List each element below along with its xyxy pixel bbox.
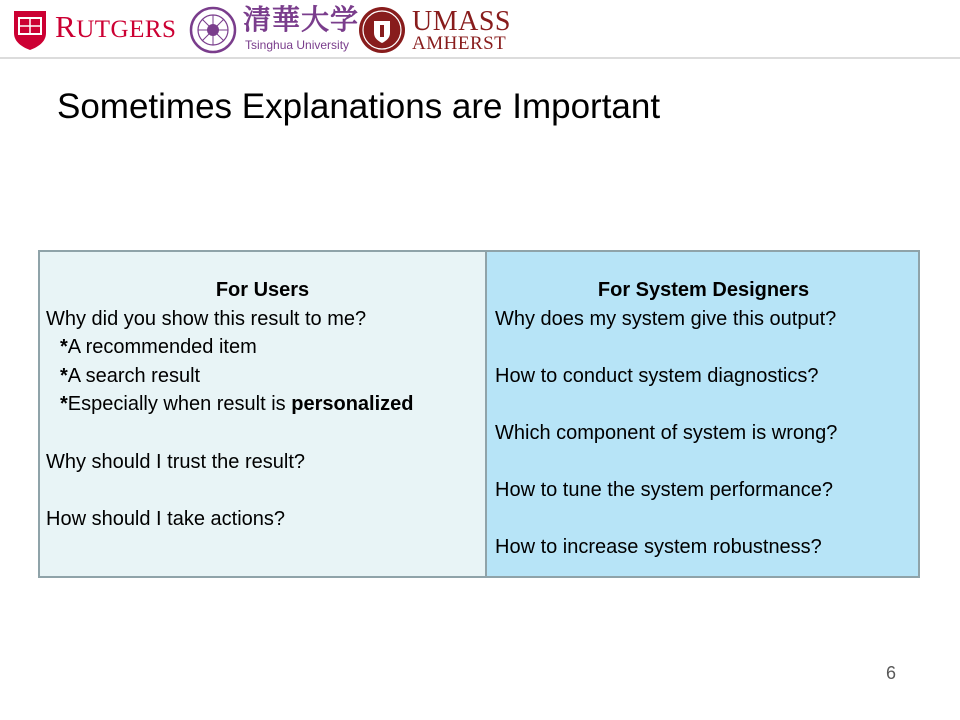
personalized-emphasis: personalized [291, 393, 414, 416]
umass-wordmark-line1: UMASS [412, 6, 511, 37]
slide-title: Sometimes Explanations are Important [57, 87, 661, 126]
comparison-table [38, 250, 920, 578]
rutgers-wordmark: RUTGERS [55, 9, 177, 44]
tsinghua-chinese-name: 清華大学 [243, 3, 360, 36]
users-question-trust: Why should I trust the result? [46, 450, 306, 473]
header-divider [0, 57, 960, 59]
logo-bar [0, 0, 960, 58]
users-bullet-personalized: *Especially when result is personalized [60, 393, 414, 416]
designers-item: How to tune the system performance? [495, 479, 833, 502]
designers-item: How to conduct system diagnostics? [495, 364, 819, 387]
designers-column [487, 252, 918, 576]
users-question-why-shown: Why did you show this result to me? [46, 307, 367, 330]
rutgers-shield-icon [12, 9, 48, 51]
users-bullet-recommended-item: *A recommended item [60, 336, 257, 359]
umass-wordmark-line2: AMHERST [412, 33, 507, 54]
tsinghua-seal-icon [189, 6, 237, 54]
designers-item: How to increase system robustness? [495, 536, 822, 559]
users-column-heading: For Users [215, 279, 310, 301]
designers-column-heading: For System Designers [597, 279, 810, 301]
users-bullet-search-result: *A search result [60, 364, 201, 387]
users-column [40, 252, 487, 576]
tsinghua-english-name: Tsinghua University [245, 38, 350, 52]
designers-item: Why does my system give this output? [495, 307, 837, 330]
umass-seal-icon [357, 5, 407, 55]
designers-item: Which component of system is wrong? [495, 421, 838, 444]
users-question-actions: How should I take actions? [46, 507, 286, 530]
page-number: 6 [886, 663, 897, 683]
